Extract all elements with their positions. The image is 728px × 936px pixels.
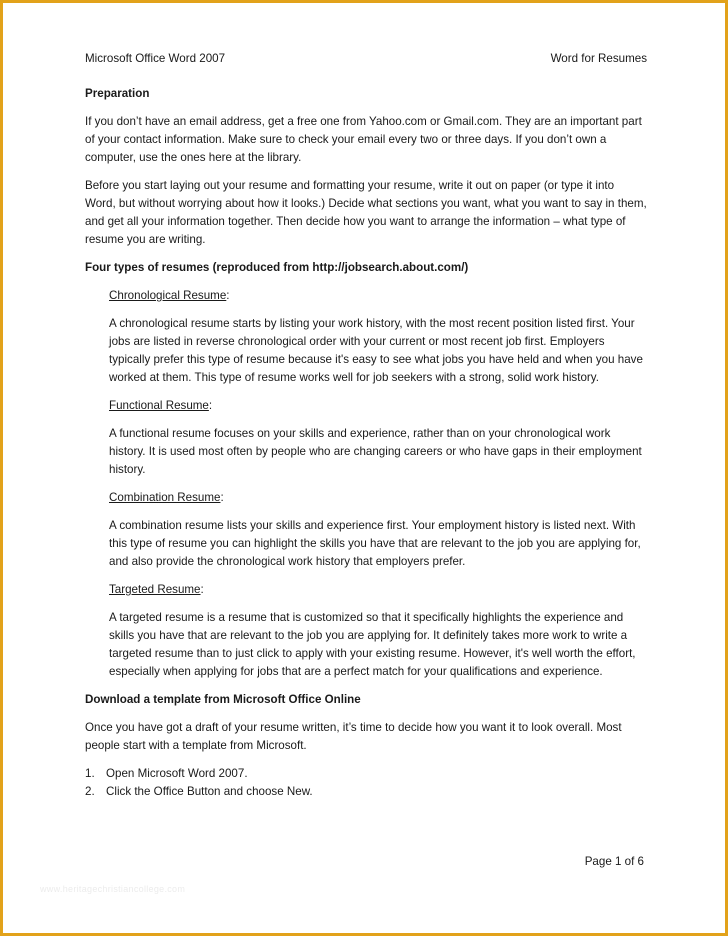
document-page [85,50,647,801]
step-text: Click the Office Button and choose New. [106,785,313,798]
steps-list [85,765,647,801]
preparation-heading: Preparation [85,87,150,100]
resume-type-body: A functional resume focuses on your skills and experience, rather than on your chronological work history. It is used most often by people who are changing careers or who have gaps in their employment history. [109,427,642,476]
step-text: Open Microsoft Word 2007. [106,767,248,780]
step-number: 2. [85,785,95,798]
resume-type-title: Targeted Resume: [109,583,204,596]
page-number: Page 1 of 6 [584,855,644,868]
download-paragraph: Once you have got a draft of your resume written, it’s time to decide how you want it to look overall. Most people start with a template from Microsoft. [85,721,622,752]
resume-type-title: Combination Resume: [109,491,224,504]
resume-type-title-text: Targeted Resume [109,583,201,596]
preparation-paragraph: Before you start laying out your resume and formatting your resume, write it out on paper (or type it into Word, but without worrying about how it looks.) Decide what sections you want, what you want to say in them, and get all your information together. Then decide how you want to arrange the information – what type of resume you are writing. [85,179,647,246]
list-item [85,765,647,783]
resume-type-title-text: Chronological Resume [109,289,227,302]
page-header [85,50,647,68]
resume-type-body: A chronological resume starts by listing your work history, with the most recent position listed first. Your jobs are listed in reverse chronological order with your current or most recent job first. Employers typically prefer this type of resume because it's easy to see what jobs you have held and when you have worked at them. This type of resume works well for job seekers with a strong, solid work history. [109,317,643,384]
watermark: www.heritagechristiancollege.com [40,884,186,894]
list-item [85,783,647,801]
header-right: Word for Resumes [550,52,647,65]
step-number: 1. [85,767,95,780]
resume-type-title-text: Functional Resume [109,399,209,412]
download-heading: Download a template from Microsoft Office Online [85,693,361,706]
resume-type-body: A targeted resume is a resume that is customized so that it specifically highlights the experience and skills you have that are relevant to the job you are applying for. It definitely takes more work to write a targeted resume than to just click to apply with your existing resume. However, it's well worth the effort, especially when applying for jobs that are a perfect match for your qualifications and experience. [109,611,636,678]
resume-type-title-text: Combination Resume [109,491,221,504]
resume-type-title: Chronological Resume: [109,289,230,302]
header-left: Microsoft Office Word 2007 [85,52,226,65]
resume-type-body: A combination resume lists your skills and experience first. Your employment history is listed next. With this type of resume you can highlight the skills you have that are relevant to the job you are applying for, and also provide the chronological work history that employers prefer. [109,519,641,568]
resume-type-title: Functional Resume: [109,399,213,412]
preparation-paragraph: If you don’t have an email address, get a free one from Yahoo.com or Gmail.com. They are an important part of your contact information. Make sure to check your email every two or three days. If you don’t own a computer, use the ones here at the library. [85,115,642,164]
resume-types-heading: Four types of resumes (reproduced from http://jobsearch.about.com/) [85,261,469,274]
